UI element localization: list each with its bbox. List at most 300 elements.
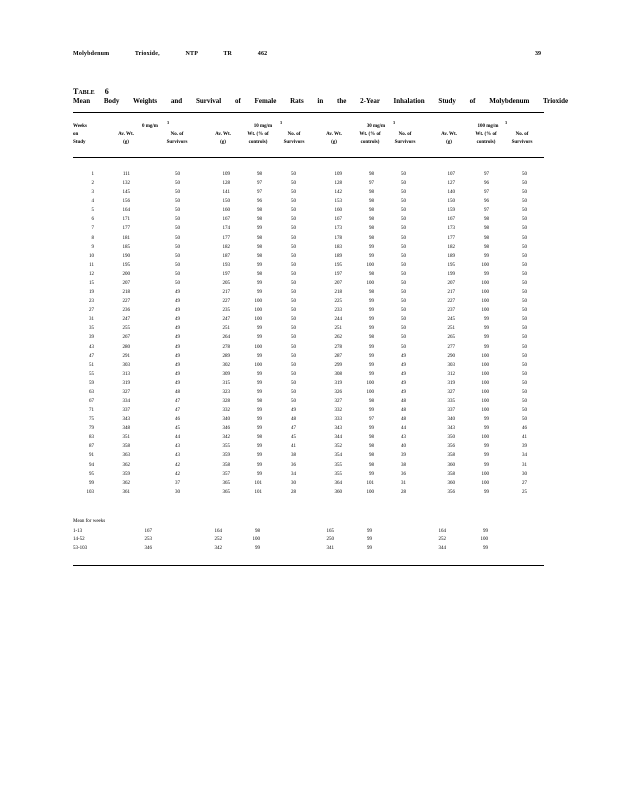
- cell-survivors-30: 39: [401, 453, 406, 458]
- cell-av-wt-30: 197: [334, 272, 342, 277]
- cell-av-wt-30: 178: [334, 236, 342, 241]
- cell-av-wt-0: 156: [122, 199, 130, 204]
- cell-week: 31: [89, 317, 94, 322]
- cell-pct-10: 98: [257, 254, 262, 259]
- mean-av-wt-0: 253: [144, 537, 152, 542]
- cell-pct-30: 98: [369, 444, 374, 449]
- cell-survivors-0: 42: [175, 463, 180, 468]
- cell-av-wt-10: 235: [222, 308, 230, 313]
- cell-survivors-100: 50: [522, 317, 527, 322]
- cell-av-wt-10: 315: [222, 381, 230, 386]
- cell-av-wt-10: 128: [222, 181, 230, 186]
- cell-survivors-100: 50: [522, 263, 527, 268]
- cell-pct-100: 99: [484, 463, 489, 468]
- cell-week: 99: [89, 481, 94, 486]
- cell-av-wt-100: 303: [447, 363, 455, 368]
- cell-survivors-30: 50: [401, 308, 406, 313]
- cell-survivors-0: 49: [175, 372, 180, 377]
- cell-av-wt-30: 326: [334, 390, 342, 395]
- cell-pct-10: 99: [257, 472, 262, 477]
- cell-survivors-100: 50: [522, 181, 527, 186]
- cell-av-wt-100: 107: [447, 172, 455, 177]
- mean-av-wt-0: 167: [144, 529, 152, 534]
- cell-av-wt-30: 189: [334, 254, 342, 259]
- cell-survivors-100: 50: [522, 335, 527, 340]
- cell-survivors-100: 50: [522, 345, 527, 350]
- cell-av-wt-100: 277: [447, 345, 455, 350]
- cell-pct-30: 98: [369, 272, 374, 277]
- cell-survivors-0: 50: [175, 181, 180, 186]
- cell-pct-30: 99: [369, 299, 374, 304]
- cell-survivors-100: 50: [522, 190, 527, 195]
- cell-av-wt-100: 195: [447, 263, 455, 268]
- cell-survivors-30: 49: [401, 390, 406, 395]
- cell-av-wt-10: 342: [222, 435, 230, 440]
- cell-week: 95: [89, 472, 94, 477]
- cell-pct-100: 99: [484, 345, 489, 350]
- cell-survivors-0: 50: [175, 190, 180, 195]
- cell-survivors-10: 50: [291, 190, 296, 195]
- cell-av-wt-10: 193: [222, 263, 230, 268]
- mean-weeks: 14-52: [73, 537, 85, 542]
- cell-survivors-10: 50: [291, 226, 296, 231]
- cell-av-wt-0: 195: [122, 263, 130, 268]
- survivors-header: No. of: [398, 132, 412, 137]
- cell-survivors-10: 50: [291, 390, 296, 395]
- cell-survivors-30: 49: [401, 354, 406, 359]
- pct-control-header: controls): [476, 140, 496, 145]
- cell-av-wt-30: 355: [334, 472, 342, 477]
- cell-av-wt-30: 233: [334, 308, 342, 313]
- rule-header-bottom: [73, 157, 544, 158]
- cell-survivors-10: 50: [291, 290, 296, 295]
- cell-week: 91: [89, 453, 94, 458]
- cell-av-wt-0: 334: [122, 399, 130, 404]
- cell-survivors-10: 50: [291, 281, 296, 286]
- cell-av-wt-30: 308: [334, 372, 342, 377]
- cell-av-wt-10: 357: [222, 472, 230, 477]
- cell-av-wt-30: 343: [334, 426, 342, 431]
- cell-survivors-10: 30: [291, 481, 296, 486]
- cell-survivors-100: 27: [522, 481, 527, 486]
- cell-pct-30: 101: [366, 481, 374, 486]
- cell-av-wt-10: 167: [222, 217, 230, 222]
- cell-survivors-30: 50: [401, 299, 406, 304]
- cell-survivors-10: 41: [291, 444, 296, 449]
- cell-av-wt-30: 360: [334, 490, 342, 495]
- cell-pct-30: 99: [369, 426, 374, 431]
- cell-survivors-30: 38: [401, 463, 406, 468]
- cell-survivors-100: 50: [522, 354, 527, 359]
- mean-av-wt-10: 164: [214, 529, 222, 534]
- cell-av-wt-10: 355: [222, 444, 230, 449]
- cell-week: 63: [89, 390, 94, 395]
- mean-av-wt-30: 341: [326, 546, 334, 551]
- cell-pct-10: 99: [257, 417, 262, 422]
- cell-survivors-30: 49: [401, 372, 406, 377]
- cell-pct-30: 100: [366, 381, 374, 386]
- cell-av-wt-0: 236: [122, 308, 130, 313]
- cell-survivors-0: 50: [175, 217, 180, 222]
- dose-superscript: 3: [393, 120, 395, 125]
- survivors-header: Survivors: [283, 140, 305, 145]
- cell-av-wt-100: 217: [447, 290, 455, 295]
- cell-pct-10: 99: [257, 226, 262, 231]
- mean-pct-10: 98: [255, 529, 260, 534]
- cell-survivors-10: 49: [291, 408, 296, 413]
- mean-pct-100: 99: [483, 546, 488, 551]
- cell-pct-100: 97: [484, 208, 489, 213]
- cell-survivors-10: 38: [291, 453, 296, 458]
- cell-pct-30: 100: [366, 263, 374, 268]
- cell-pct-100: 100: [481, 372, 489, 377]
- cell-av-wt-0: 145: [122, 190, 130, 195]
- cell-survivors-0: 49: [175, 299, 180, 304]
- cell-pct-10: 98: [257, 208, 262, 213]
- cell-survivors-30: 50: [401, 226, 406, 231]
- survivors-header: Survivors: [511, 140, 533, 145]
- cell-pct-30: 97: [369, 417, 374, 422]
- cell-pct-30: 99: [369, 472, 374, 477]
- cell-pct-30: 98: [369, 226, 374, 231]
- cell-pct-100: 99: [484, 326, 489, 331]
- cell-survivors-10: 50: [291, 317, 296, 322]
- cell-survivors-30: 48: [401, 417, 406, 422]
- page-number: 39: [535, 51, 541, 57]
- cell-pct-100: 98: [484, 217, 489, 222]
- cell-av-wt-0: 359: [122, 472, 130, 477]
- cell-av-wt-100: 127: [447, 181, 455, 186]
- cell-week: 2: [91, 181, 94, 186]
- cell-av-wt-0: 362: [122, 481, 130, 486]
- cell-survivors-10: 50: [291, 381, 296, 386]
- cell-week: 39: [89, 335, 94, 340]
- cell-survivors-10: 50: [291, 199, 296, 204]
- cell-pct-10: 98: [257, 272, 262, 277]
- cell-av-wt-0: 181: [122, 236, 130, 241]
- cell-survivors-30: 28: [401, 490, 406, 495]
- dose-header: 0 mg/m: [142, 124, 158, 129]
- cell-av-wt-0: 358: [122, 444, 130, 449]
- cell-av-wt-0: 291: [122, 354, 130, 359]
- cell-survivors-10: 50: [291, 363, 296, 368]
- cell-av-wt-10: 251: [222, 326, 230, 331]
- cell-pct-10: 100: [254, 345, 262, 350]
- cell-survivors-100: 31: [522, 463, 527, 468]
- cell-pct-10: 100: [254, 363, 262, 368]
- cell-week: 9: [91, 245, 94, 250]
- cell-av-wt-10: 174: [222, 226, 230, 231]
- cell-pct-30: 98: [369, 217, 374, 222]
- cell-pct-10: 99: [257, 381, 262, 386]
- cell-survivors-10: 50: [291, 172, 296, 177]
- cell-av-wt-100: 343: [447, 426, 455, 431]
- cell-av-wt-0: 327: [122, 390, 130, 395]
- cell-survivors-30: 50: [401, 254, 406, 259]
- cell-survivors-0: 37: [175, 481, 180, 486]
- cell-av-wt-0: 190: [122, 254, 130, 259]
- pct-control-header: Wt. (% of: [475, 132, 497, 137]
- cell-week: 59: [89, 381, 94, 386]
- cell-survivors-0: 30: [175, 490, 180, 495]
- cell-week: 1: [91, 172, 94, 177]
- cell-pct-100: 99: [484, 417, 489, 422]
- cell-pct-30: 98: [369, 399, 374, 404]
- cell-av-wt-0: 255: [122, 326, 130, 331]
- cell-av-wt-30: 142: [334, 190, 342, 195]
- cell-survivors-0: 49: [175, 317, 180, 322]
- dose-header: 100 mg/m: [477, 124, 499, 129]
- av-wt-header: (g): [123, 140, 129, 145]
- mean-av-wt-100: 344: [438, 546, 446, 551]
- cell-survivors-100: 50: [522, 399, 527, 404]
- cell-survivors-100: 34: [522, 453, 527, 458]
- cell-survivors-100: 41: [522, 435, 527, 440]
- cell-pct-100: 96: [484, 199, 489, 204]
- cell-pct-10: 97: [257, 181, 262, 186]
- cell-survivors-0: 47: [175, 399, 180, 404]
- cell-survivors-100: 50: [522, 390, 527, 395]
- cell-week: 23: [89, 299, 94, 304]
- cell-survivors-10: 50: [291, 399, 296, 404]
- cell-survivors-100: 50: [522, 281, 527, 286]
- cell-pct-100: 100: [481, 399, 489, 404]
- cell-pct-10: 96: [257, 199, 262, 204]
- cell-av-wt-100: 207: [447, 281, 455, 286]
- cell-pct-100: 99: [484, 426, 489, 431]
- cell-pct-10: 99: [257, 453, 262, 458]
- mean-av-wt-30: 165: [326, 529, 334, 534]
- cell-av-wt-30: 167: [334, 217, 342, 222]
- cell-av-wt-0: 303: [122, 363, 130, 368]
- cell-pct-30: 98: [369, 435, 374, 440]
- cell-av-wt-30: 153: [334, 199, 342, 204]
- cell-av-wt-100: 358: [447, 472, 455, 477]
- cell-survivors-0: 50: [175, 199, 180, 204]
- cell-week: 103: [86, 490, 94, 495]
- mean-weeks: 1-13: [73, 529, 83, 534]
- cell-pct-10: 98: [257, 435, 262, 440]
- cell-survivors-10: 50: [291, 254, 296, 259]
- cell-survivors-100: 50: [522, 308, 527, 313]
- cell-av-wt-100: 182: [447, 245, 455, 250]
- cell-pct-10: 98: [257, 172, 262, 177]
- cell-week: 5: [91, 208, 94, 213]
- cell-week: 75: [89, 417, 94, 422]
- cell-av-wt-0: 361: [122, 490, 130, 495]
- cell-survivors-30: 50: [401, 199, 406, 204]
- mean-pct-10: 100: [252, 537, 260, 542]
- cell-pct-30: 99: [369, 372, 374, 377]
- mean-pct-30: 99: [367, 529, 372, 534]
- cell-av-wt-10: 278: [222, 345, 230, 350]
- cell-pct-10: 99: [257, 263, 262, 268]
- cell-av-wt-0: 363: [122, 453, 130, 458]
- cell-pct-10: 97: [257, 190, 262, 195]
- cell-av-wt-30: 109: [334, 172, 342, 177]
- cell-pct-10: 100: [254, 317, 262, 322]
- cell-survivors-0: 50: [175, 263, 180, 268]
- pct-control-header: controls): [248, 140, 268, 145]
- cell-av-wt-0: 319: [122, 381, 130, 386]
- cell-av-wt-30: 160: [334, 208, 342, 213]
- mean-av-wt-10: 252: [214, 537, 222, 542]
- cell-pct-100: 97: [484, 172, 489, 177]
- cell-av-wt-0: 185: [122, 245, 130, 250]
- cell-av-wt-100: 360: [447, 463, 455, 468]
- cell-av-wt-0: 200: [122, 272, 130, 277]
- cell-survivors-30: 50: [401, 272, 406, 277]
- cell-week: 67: [89, 399, 94, 404]
- cell-av-wt-30: 278: [334, 345, 342, 350]
- cell-survivors-100: 50: [522, 236, 527, 241]
- mean-av-wt-100: 164: [438, 529, 446, 534]
- cell-av-wt-100: 251: [447, 326, 455, 331]
- cell-av-wt-30: 327: [334, 399, 342, 404]
- cell-pct-30: 100: [366, 390, 374, 395]
- cell-week: 79: [89, 426, 94, 431]
- cell-av-wt-100: 140: [447, 190, 455, 195]
- cell-av-wt-0: 362: [122, 463, 130, 468]
- cell-pct-100: 100: [481, 354, 489, 359]
- cell-av-wt-100: 173: [447, 226, 455, 231]
- cell-week: 8: [91, 236, 94, 241]
- cell-av-wt-100: 337: [447, 408, 455, 413]
- rule-bottom: [73, 565, 544, 566]
- cell-survivors-100: 50: [522, 172, 527, 177]
- rule-top: [73, 112, 544, 113]
- cell-week: 6: [91, 217, 94, 222]
- cell-pct-30: 98: [369, 208, 374, 213]
- cell-survivors-100: 50: [522, 199, 527, 204]
- pct-control-header: Wt. (% of: [359, 132, 381, 137]
- cell-av-wt-10: 332: [222, 408, 230, 413]
- cell-av-wt-10: 289: [222, 354, 230, 359]
- cell-av-wt-0: 171: [122, 217, 130, 222]
- cell-av-wt-30: 262: [334, 335, 342, 340]
- cell-pct-30: 98: [369, 236, 374, 241]
- cell-week: 43: [89, 345, 94, 350]
- cell-survivors-30: 43: [401, 435, 406, 440]
- cell-survivors-10: 50: [291, 345, 296, 350]
- cell-pct-10: 98: [257, 399, 262, 404]
- cell-pct-100: 100: [481, 408, 489, 413]
- cell-pct-30: 99: [369, 308, 374, 313]
- cell-survivors-30: 50: [401, 245, 406, 250]
- cell-pct-10: 98: [257, 217, 262, 222]
- cell-av-wt-0: 313: [122, 372, 130, 377]
- cell-survivors-10: 28: [291, 490, 296, 495]
- cell-av-wt-30: 352: [334, 444, 342, 449]
- cell-pct-10: 99: [257, 390, 262, 395]
- cell-av-wt-100: 159: [447, 208, 455, 213]
- cell-pct-30: 99: [369, 408, 374, 413]
- cell-av-wt-0: 337: [122, 408, 130, 413]
- cell-pct-30: 98: [369, 190, 374, 195]
- cell-av-wt-30: 344: [334, 435, 342, 440]
- mean-av-wt-10: 342: [214, 546, 222, 551]
- cell-survivors-30: 50: [401, 317, 406, 322]
- cell-survivors-100: 50: [522, 208, 527, 213]
- cell-av-wt-30: 173: [334, 226, 342, 231]
- cell-survivors-10: 50: [291, 236, 296, 241]
- cell-survivors-10: 36: [291, 463, 296, 468]
- cell-pct-100: 98: [484, 236, 489, 241]
- cell-week: 94: [89, 463, 94, 468]
- cell-week: 11: [89, 263, 94, 268]
- cell-survivors-0: 50: [175, 208, 180, 213]
- cell-av-wt-100: 189: [447, 254, 455, 259]
- cell-pct-30: 98: [369, 335, 374, 340]
- cell-pct-30: 97: [369, 181, 374, 186]
- cell-av-wt-0: 177: [122, 226, 130, 231]
- weeks-header: Weeks: [73, 124, 87, 129]
- cell-survivors-0: 46: [175, 417, 180, 422]
- running-title: Molybdenum Trioxide, NTP TR 462: [73, 51, 268, 57]
- mean-pct-100: 100: [480, 537, 488, 542]
- dose-superscript: 3: [280, 120, 282, 125]
- cell-survivors-0: 43: [175, 453, 180, 458]
- cell-av-wt-100: 356: [447, 444, 455, 449]
- cell-pct-30: 98: [369, 172, 374, 177]
- cell-av-wt-10: 177: [222, 236, 230, 241]
- mean-pct-100: 99: [483, 529, 488, 534]
- cell-survivors-0: 50: [175, 226, 180, 231]
- survivors-header: No. of: [515, 132, 529, 137]
- av-wt-header: (g): [331, 140, 337, 145]
- cell-av-wt-30: 332: [334, 408, 342, 413]
- dose-header: 10 mg/m: [253, 124, 273, 129]
- cell-av-wt-30: 355: [334, 463, 342, 468]
- cell-pct-30: 99: [369, 354, 374, 359]
- cell-pct-10: 99: [257, 463, 262, 468]
- cell-av-wt-10: 182: [222, 245, 230, 250]
- cell-av-wt-10: 358: [222, 463, 230, 468]
- cell-survivors-0: 50: [175, 254, 180, 259]
- cell-pct-10: 99: [257, 326, 262, 331]
- cell-pct-30: 99: [369, 254, 374, 259]
- cell-av-wt-0: 227: [122, 299, 130, 304]
- cell-survivors-30: 49: [401, 381, 406, 386]
- survivors-header: Survivors: [166, 140, 188, 145]
- cell-av-wt-30: 225: [334, 299, 342, 304]
- cell-survivors-0: 45: [175, 426, 180, 431]
- cell-survivors-0: 49: [175, 326, 180, 331]
- cell-survivors-0: 43: [175, 444, 180, 449]
- cell-av-wt-10: 359: [222, 453, 230, 458]
- cell-survivors-30: 48: [401, 399, 406, 404]
- cell-pct-100: 100: [481, 481, 489, 486]
- cell-pct-10: 100: [254, 299, 262, 304]
- cell-pct-100: 100: [481, 390, 489, 395]
- cell-survivors-0: 50: [175, 272, 180, 277]
- cell-survivors-10: 50: [291, 372, 296, 377]
- cell-pct-30: 100: [366, 490, 374, 495]
- cell-pct-100: 96: [484, 181, 489, 186]
- cell-pct-100: 99: [484, 317, 489, 322]
- cell-pct-100: 100: [481, 381, 489, 386]
- cell-av-wt-100: 340: [447, 417, 455, 422]
- cell-pct-10: 99: [257, 290, 262, 295]
- cell-week: 4: [91, 199, 94, 204]
- cell-av-wt-30: 207: [334, 281, 342, 286]
- cell-survivors-30: 50: [401, 345, 406, 350]
- cell-pct-100: 98: [484, 245, 489, 250]
- cell-av-wt-100: 335: [447, 399, 455, 404]
- cell-pct-100: 99: [484, 335, 489, 340]
- cell-av-wt-10: 340: [222, 417, 230, 422]
- cell-av-wt-0: 351: [122, 435, 130, 440]
